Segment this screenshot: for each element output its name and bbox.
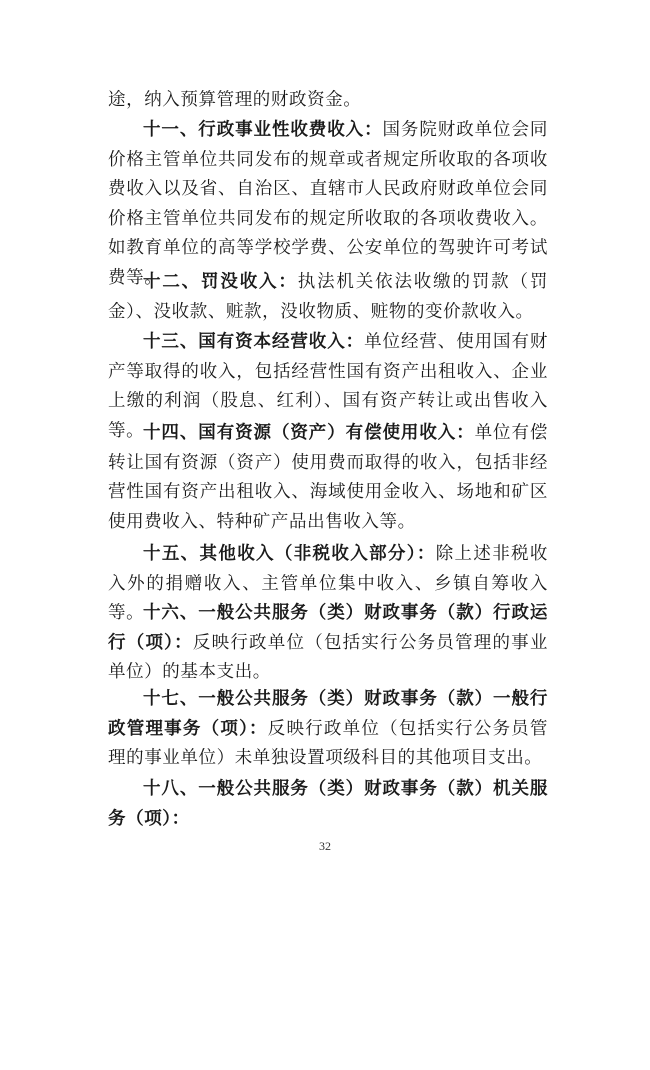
item-text: 执法机关依法收缴的罚款（罚金）、没收款、赃款，没收物质、赃物的变价款收入。	[108, 272, 548, 322]
item-heading: 十二、罚没收入：	[143, 272, 298, 292]
item-text: 单位经营、使用国有财产等取得的收入，包括经营性国有资产出租收入、企业上缴的利润（股息、红利）、国有资产转让或出售收入等。	[108, 332, 549, 441]
paragraph-item-16	[108, 599, 548, 688]
paragraph-item-14	[108, 419, 548, 537]
item-heading: 十六、一般公共服务（类）财政事务（款）行政运行（项）：	[108, 603, 548, 653]
item-heading: 十一、行政事业性收费收入：	[143, 120, 383, 140]
item-text: 国务院财政单位会同价格主管单位共同发布的规章或者规定所收取的各项收费收入以及省、自治区、直辖市人民政府财政单位会同价格主管单位共同发布的规定所收取的各项收费收入。如教育单位的高等学校学费、公安单位的驾驶许可考试费等。	[108, 120, 548, 288]
item-text: 反映行政单位（包括实行公务员管理的事业单位）的基本支出。	[108, 632, 548, 683]
paragraph-text: 途，纳入预算管理的财政资金。	[108, 90, 362, 110]
paragraph-item-11	[108, 116, 548, 294]
item-text: 除上述非税收入外的捐赠收入、主管单位集中收入、乡镇自筹收入等。	[108, 544, 548, 624]
paragraph-item-17	[108, 685, 548, 774]
item-heading: 十四、国有资源（资产）有偿使用收入：	[143, 423, 475, 443]
paragraph-item-18	[108, 775, 548, 834]
item-heading: 十七、一般公共服务（类）财政事务（款）一般行政管理事务（项）：	[108, 689, 548, 739]
item-heading: 十八、一般公共服务（类）财政事务（款）机关服务（项）：	[108, 779, 548, 829]
paragraph-continuation	[108, 86, 548, 116]
item-heading: 十五、其他收入（非税收入部分）：	[143, 544, 436, 564]
paragraph-item-12	[108, 268, 548, 327]
item-heading: 十三、国有资本经营收入：	[143, 332, 365, 352]
page-number: 32	[319, 839, 331, 853]
item-text: 单位有偿转让国有资源（资产）使用费而取得的收入，包括非经营性国有资产出租收入、海域使用金收入、场地和矿区使用费收入、特种矿产品出售收入等。	[108, 423, 548, 532]
item-text: 反映行政单位（包括实行公务员管理的事业单位）未单独设置项级科目的其他项目支出。	[108, 718, 548, 769]
